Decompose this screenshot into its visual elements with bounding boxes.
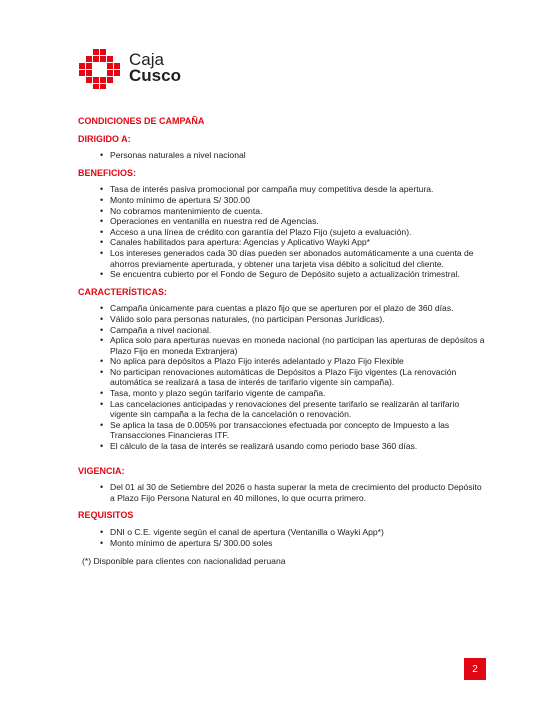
list-item: • Personas naturales a nivel nacional bbox=[110, 150, 488, 161]
requisitos-list bbox=[78, 527, 488, 548]
list-item: • Acceso a una línea de crédito con garantía del Plazo Fijo (sujeto a evaluación). bbox=[110, 227, 488, 238]
caja-cusco-logo bbox=[77, 48, 197, 90]
list-item: • No participan renovaciones automáticas de Depósitos a Plazo Fijo vigentes (La renovación automática se realizará a tasa de interés de tarifario vigente sin campaña). bbox=[110, 367, 488, 388]
list-item: • Se aplica la tasa de 0.005% por transacciones efectuada por concepto de Impuesto a las Transacciones Financieras ITF. bbox=[110, 420, 488, 441]
list-item: • Del 01 al 30 de Setiembre del 2026 o hasta superar la meta de crecimiento del producto Depósito a Plazo Fijo Persona Natural en 40 millones, lo que ocurra primero. bbox=[110, 482, 488, 503]
list-item: • Campaña a nivel nacional. bbox=[110, 325, 488, 336]
list-item: • Tasa de interés pasiva promocional por campaña muy competitiva desde la apertura. bbox=[110, 184, 488, 195]
list-item: • El cálculo de la tasa de interés se realizará usando como periodo base 360 días. bbox=[110, 441, 488, 452]
dirigido-list bbox=[78, 150, 488, 161]
list-item: • Las cancelaciones anticipadas y renovaciones del presente tarifario se realizarán al tarifario vigente sin campaña a la fecha de la cancelación o renovación. bbox=[110, 399, 488, 420]
page-number-badge: 2 bbox=[464, 658, 486, 680]
list-item: • Campaña únicamente para cuentas a plazo fijo que se aperturen por el plazo de 360 días. bbox=[110, 303, 488, 314]
vigencia-list bbox=[78, 482, 488, 503]
list-item: • No cobramos mantenimiento de cuenta. bbox=[110, 206, 488, 217]
list-item: • DNI o C.E. vigente según el canal de apertura (Ventanilla o Wayki App*) bbox=[110, 527, 488, 538]
list-item: • No aplica para depósitos a Plazo Fijo interés adelantado y Plazo Fijo Flexible bbox=[110, 356, 488, 367]
list-item: • Monto mínimo de apertura S/ 300.00 soles bbox=[110, 538, 488, 549]
section-heading-beneficios: BENEFICIOS: bbox=[78, 167, 137, 178]
section-heading-requisitos: REQUISITOS bbox=[78, 510, 134, 521]
list-item: • Aplica solo para aperturas nuevas en moneda nacional (no participan las aperturas de depósitos a Plazo Fijo en moneda Extranjera) bbox=[110, 335, 488, 356]
beneficios-list bbox=[78, 184, 488, 279]
list-item: • Monto mínimo de apertura S/ 300.00 bbox=[110, 195, 488, 206]
section-heading-vigencia: VIGENCIA: bbox=[78, 465, 125, 476]
section-heading-dirigido: DIRIGIDO A: bbox=[78, 133, 131, 144]
caracteristicas-list bbox=[78, 303, 488, 451]
footnote: (*) Disponible para clientes con nacionalidad peruana bbox=[82, 556, 286, 567]
list-item: • Operaciones en ventanilla en nuestra red de Agencias. bbox=[110, 216, 488, 227]
document-body bbox=[78, 116, 488, 567]
list-item: • Los intereses generados cada 30 días pueden ser abonados automáticamente a una cuenta de ahorros previamente aperturada, y obtener una tarjeta visa débito a solicitud del cliente. bbox=[110, 248, 488, 269]
list-item: • Se encuentra cubierto por el Fondo de Seguro de Depósito sujeto a actualización trimestral. bbox=[110, 269, 488, 280]
list-item: • Tasa, monto y plazo según tarifario vigente de campaña. bbox=[110, 388, 488, 399]
list-item: • Válido solo para personas naturales, (no participan Personas Jurídicas). bbox=[110, 314, 488, 325]
list-item: • Canales habilitados para apertura: Agencias y Aplicativo Wayki App* bbox=[110, 237, 488, 248]
logo-wordmark bbox=[129, 52, 181, 84]
page-title: CONDICIONES DE CAMPAÑA bbox=[78, 116, 205, 126]
logo-mark-icon bbox=[77, 48, 121, 90]
logo-line-2: Cusco bbox=[129, 66, 181, 85]
section-heading-caracteristicas: CARACTERÍSTICAS: bbox=[78, 286, 167, 297]
logo-line-1: Caja bbox=[129, 50, 164, 69]
